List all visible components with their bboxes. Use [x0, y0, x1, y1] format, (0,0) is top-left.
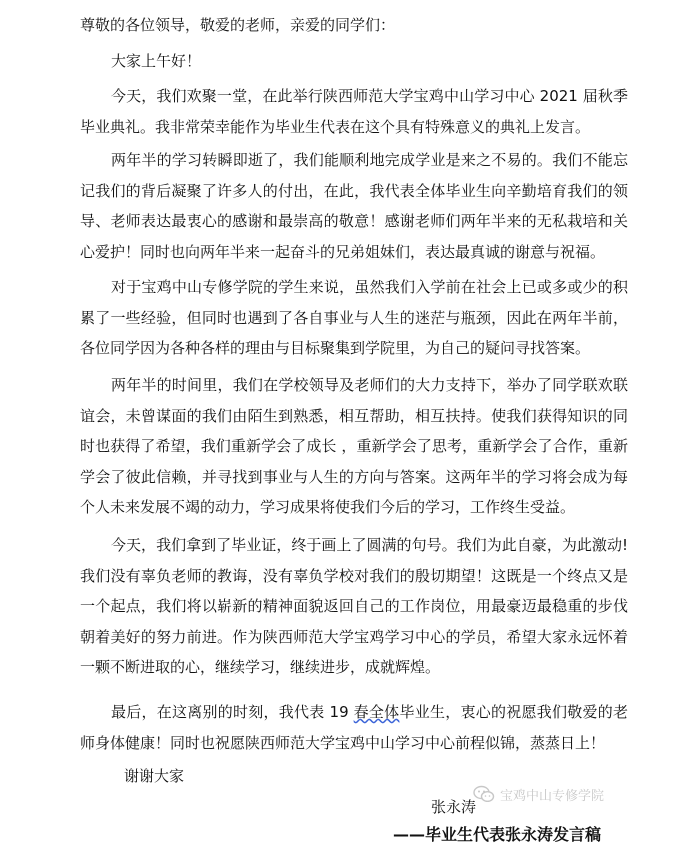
paragraph-farewell	[80, 697, 628, 758]
paragraph-gratitude: 两年半的学习转瞬即逝了，我们能顺利地完成学业是来之不易的。我们不能忘记我们的背后凝聚了许多人的付出，在此，我代表全体毕业生向辛勤培育我们的领导、老师表达最衷心的感谢和最崇高的敬意！感谢老师们两年半来的无私栽培和关心爱护！同时也向两年半来一起奋斗的兄弟姐妹们，表达最真诚的谢意与祝福。	[80, 151, 628, 261]
farewell-underlined-text: 春全体	[353, 703, 400, 721]
paragraph-opening: 今天，我们欢聚一堂，在此举行陕西师范大学宝鸡中山学习中心 2021 届秋季毕业典礼。我非常荣幸能作为毕业生代表在这个具有特殊意义的典礼上发言。	[80, 87, 628, 136]
salutation: 尊敬的各位领导，敬爱的老师，亲爱的同学们：	[80, 16, 396, 34]
paragraph-background: 对于宝鸡中山专修学院的学生来说，虽然我们入学前在社会上已或多或少的积累了一些经验，但同时也遇到了各自事业与人生的迷茫与瓶颈，因此在两年半前，各位同学因为各种各样的理由与目标聚集到学院里，为自己的疑问寻找答案。	[80, 278, 628, 357]
watermark-text: 宝鸡中山专修学院	[500, 788, 605, 804]
closing-thanks: 谢谢大家	[124, 767, 185, 785]
document-title: ——毕业生代表张永涛发言稿	[393, 825, 602, 844]
signer-name: 张永涛	[431, 798, 477, 816]
watermark	[473, 783, 604, 805]
paragraph-experience: 两年半的时间里，我们在学校领导及老师们的大力支持下，举办了同学联欢联谊会，未曾谋面的我们由陌生到熟悉，相互帮助，相互扶持。使我们获得知识的同时也获得了希望，我们重新学会了成长 ，重新学会了思考，重新学会了合作，重新学会了彼此信赖，并寻找到事业与人生的方向与答案。这两年半的学习将会成为每个人未来发展不竭的动力，学习成果将使我们今后的学习，工作终生受益。	[80, 376, 628, 516]
paragraph-graduation: 今天，我们拿到了毕业证，终于画上了圆满的句号。我们为此自豪，为此激动!我们没有辜负老师的教诲，没有辜负学校对我们的殷切期望！这既是一个终点又是一个起点，我们将以崭新的精神面貌返回自己的工作岗位，用最豪迈最稳重的步伐朝着美好的努力前进。作为陕西师范大学宝鸡学习中心的学员，希望大家永远怀着一颗不断进取的心，继续学习，继续进步，成就辉煌。	[80, 536, 628, 676]
farewell-text-end: 毕业生，衷心的祝愿我们敬爱的老师身体健康！同时也祝愿陕西师范大学宝鸡中山学习中心前程似锦，蒸蒸日上！	[80, 703, 628, 752]
greeting: 大家上午好！	[111, 52, 202, 70]
wechat-icon	[473, 785, 495, 803]
farewell-text-start: 最后，在这离别的时刻，我代表 19	[111, 703, 354, 721]
